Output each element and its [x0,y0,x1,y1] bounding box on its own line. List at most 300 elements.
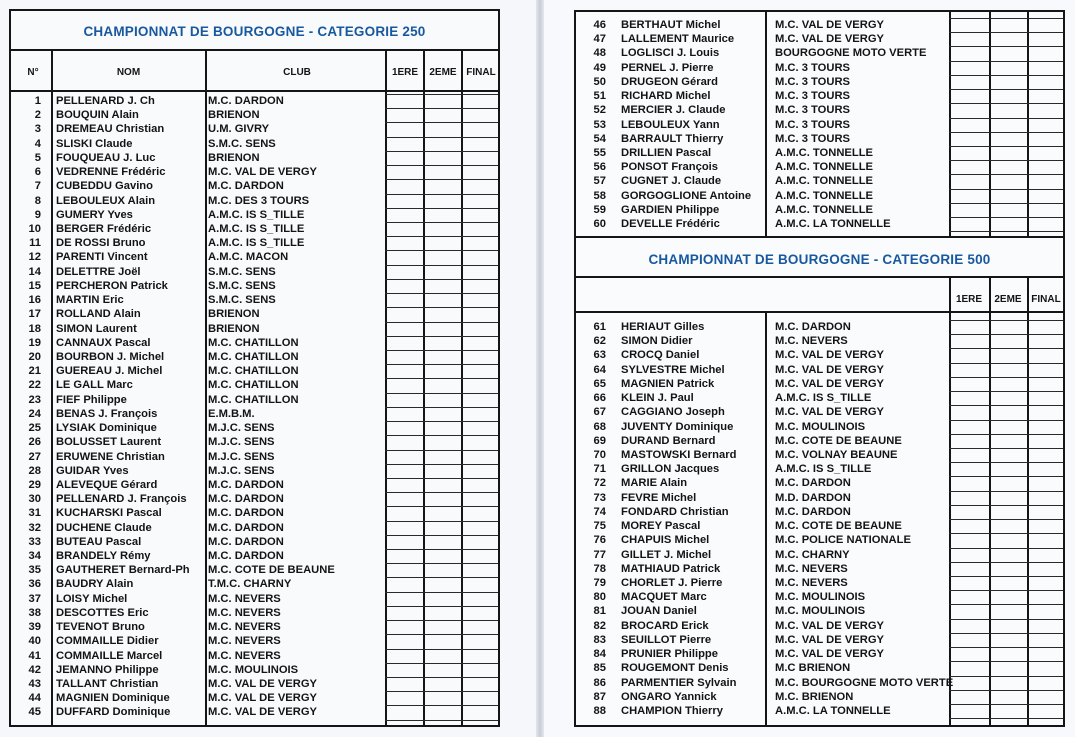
row-club: M.C. DARDON [208,550,284,563]
row-num: 74 [593,505,606,518]
table-row [576,704,946,718]
score-cell-border [949,462,1063,463]
table-row [576,690,946,704]
score-cell-border [385,165,498,166]
score-cell-border [949,89,1063,90]
score-cell-border [949,704,1063,705]
row-name: PRUNIER Philippe [621,648,718,661]
table-row [11,691,381,705]
row-club: E.M.B.M. [208,407,255,420]
table-row [11,435,381,449]
row-num: 26 [28,436,41,449]
row-club: M.C. CHATILLON [208,379,299,392]
row-club: M.C. COTE DE BEAUNE [208,564,335,577]
row-name: SYLVESTRE Michel [621,363,725,376]
row-club: S.M.C. SENS [208,294,276,307]
score-cell-border [385,663,498,664]
row-club: M.C. NEVERS [775,562,848,575]
table-row [576,576,946,590]
table-row [576,363,946,377]
score-cell-border [949,519,1063,520]
row-num: 51 [593,90,606,103]
row-name: BOUQUIN Alain [56,109,139,122]
row-name: PELLENARD J. François [56,493,187,506]
col-header-final: FINAL [466,67,496,78]
row-name: DE ROSSI Bruno [56,237,146,250]
row-name: GRILLON Jacques [621,463,720,476]
row-num: 62 [593,335,606,348]
table-row [576,434,946,448]
row-name: LOGLISCI J. Louis [621,47,720,60]
row-name: KLEIN J. Paul [621,392,694,405]
row-club: M.C. DARDON [208,521,284,534]
row-club: S.M.C. SENS [208,279,276,292]
row-num: 25 [28,422,41,435]
score-cell-border [385,378,498,379]
section-divider [576,236,1063,238]
score-cell-border [949,391,1063,392]
row-club: M.C. VAL DE VERGY [775,349,884,362]
row-name: PERCHERON Patrick [56,279,168,292]
score-cell-border [385,506,498,507]
row-name: DRILLIEN Pascal [621,146,712,159]
table-row [576,189,946,203]
row-club: M.C. NEVERS [208,592,281,605]
table-row [11,577,381,591]
row-num: 12 [28,251,41,264]
score-cell-border [949,61,1063,62]
row-num: 37 [28,592,41,605]
row-name: FEVRE Michel [621,491,697,504]
row-num: 27 [28,450,41,463]
score-cell-border [949,604,1063,605]
table-row [576,562,946,576]
row-club: BRIENON [208,151,260,164]
score-cell-border [385,720,498,721]
score-cell-border [385,179,498,180]
row-name: PONSOT François [621,161,718,174]
row-num: 1 [34,95,41,107]
score-cell-border [949,320,1063,321]
row-num: 66 [593,392,606,405]
row-num: 67 [593,406,606,419]
row-club: A.M.C. LA TONNELLE [775,218,891,231]
table-row [11,592,381,606]
table-row [576,633,946,647]
row-club: A.M.C. TONNELLE [775,146,873,159]
score-cell-border [385,705,498,706]
row-name: LEBOULEUX Alain [56,194,156,207]
row-num: 40 [28,635,41,648]
row-club: M.C. CHATILLON [208,365,299,378]
row-club: M.C. 3 TOURS [775,90,851,103]
row-num: 54 [593,132,606,145]
row-club: M.C. VAL DE VERGY [775,377,884,390]
row-club: M.J.C. SENS [208,450,275,463]
row-name: CUGNET J. Claude [621,175,722,188]
row-name: LOISY Michel [56,592,128,605]
row-num: 64 [593,363,606,376]
table-row [576,18,946,32]
row-name: FIEF Philippe [56,393,127,406]
row-club: M.C. NEVERS [775,335,848,348]
row-club: M.C. MOULINOIS [208,663,299,676]
row-club: M.J.C. SENS [208,422,275,435]
row-club: M.C. MOULINOIS [775,591,866,604]
table-row [11,649,381,663]
row-num: 48 [593,47,606,60]
score-cell-border [949,434,1063,435]
table-row [576,476,946,490]
row-name: MAGNIEN Patrick [621,377,715,390]
table-row [11,293,381,307]
table-row [576,118,946,132]
table-row [11,464,381,478]
row-club: M.C. 3 TOURS [775,118,851,131]
row-name: MARTIN Eric [56,294,124,307]
row-num: 57 [593,175,606,188]
table-row [11,137,381,151]
row-name: CUBEDDU Gavino [56,180,153,193]
table-row [576,89,946,103]
table-row [11,307,381,321]
row-num: 42 [28,663,41,676]
table-row [11,236,381,250]
row-club: M.C. DARDON [775,477,851,490]
score-cell-border [949,718,1063,719]
row-club: M.C. COTE DE BEAUNE [775,520,902,533]
table-row [11,634,381,648]
col-header-club: CLUB [283,67,311,78]
col-header-name: NOM [116,67,141,78]
row-name: BROCARD Erick [621,619,709,632]
score-cell-border [949,189,1063,190]
row-name: VEDRENNE Frédéric [56,166,166,179]
row-name: BERGER Frédéric [56,222,152,235]
row-club: M.C. DARDON [208,478,284,491]
row-num: 16 [28,294,41,307]
row-name: DELETTRE Joël [56,265,141,278]
row-num: 47 [593,33,606,46]
score-cell-border [949,676,1063,677]
row-name: COMMAILLE Marcel [56,649,163,662]
table-row [11,393,381,407]
table-row [576,377,946,391]
score-cell-border [385,492,498,493]
score-cell-border [385,577,498,578]
row-club: M.C. DARDON [208,507,284,520]
row-name: BENAS J. François [56,407,158,420]
row-name: DREMEAU Christian [56,123,165,136]
score-cell-border [949,576,1063,577]
row-num: 20 [28,350,41,363]
row-num: 60 [593,218,606,231]
score-cell-border [385,94,498,95]
score-cell-border [949,548,1063,549]
score-cell-border [385,649,498,650]
row-num: 63 [593,349,606,362]
col-divider-second-500 [1027,276,1029,725]
table-row [576,676,954,690]
score-cell-border [949,533,1063,534]
row-name: FOUQUEAU J. Luc [56,151,156,164]
row-num: 28 [28,464,41,477]
row-name: PERNEL J. Pierre [621,61,714,74]
row-name: SLISKI Claude [56,137,133,150]
score-cell-border [949,448,1063,449]
row-name: BAUDRY Alain [56,578,134,591]
score-cell-border [949,231,1063,232]
row-club: M.C. 3 TOURS [775,132,851,145]
row-num: 61 [593,321,606,333]
row-club: M.C. VAL DE VERGY [775,633,884,646]
table-row [11,165,381,179]
row-name: TEVENOT Bruno [56,621,145,634]
table-row [576,61,946,75]
category-250-title: CHAMPIONNAT DE BOURGOGNE - CATEGORIE 250 [83,24,426,39]
row-num: 82 [593,619,606,632]
row-name: GUIDAR Yves [56,464,129,477]
row-club: M.C. NEVERS [208,621,281,634]
score-cell-border [385,435,498,436]
score-cell-border [385,208,498,209]
row-club: M.C BRIENON [775,662,851,675]
table-row [11,222,381,236]
row-num: 59 [593,203,606,216]
score-cell-border [949,363,1063,364]
row-club: M.C. DARDON [208,535,284,548]
col-header-second-500: 2EME [994,294,1022,305]
table-row [11,606,381,620]
row-club: A.M.C. IS S_TILLE [775,392,872,405]
row-name: GORGOGLIONE Antoine [621,189,752,202]
table-row [11,521,381,535]
table-row [11,265,381,279]
row-num: 50 [593,75,606,88]
row-num: 4 [34,137,41,150]
table-row [576,320,946,334]
score-cell-border [385,293,498,294]
score-cell-border [385,350,498,351]
row-name: COMMAILLE Didier [56,635,159,648]
score-cell-border [385,592,498,593]
row-club: M.C. BRIENON [775,690,854,703]
table-row [576,217,946,231]
row-num: 45 [28,706,41,719]
score-cell-border [385,194,498,195]
row-club: M.C. MOULINOIS [775,420,866,433]
row-name: ROUGEMONT Denis [621,662,729,675]
row-club: M.C. DARDON [775,505,851,518]
table-row [576,348,946,362]
row-club: M.C. VAL DE VERGY [208,692,317,705]
row-name: MOREY Pascal [621,520,701,533]
col-divider-club-500 [949,276,951,725]
table-row [576,647,946,661]
row-num: 17 [28,308,41,321]
table-row [576,103,946,117]
row-club: M.C. DARDON [208,493,284,506]
row-num: 87 [593,690,606,703]
row-club: A.M.C. TONNELLE [775,161,873,174]
row-club: M.C. VAL DE VERGY [775,363,884,376]
table-row [11,450,381,464]
row-club: M.C. NEVERS [208,635,281,648]
table-row [576,32,946,46]
col-header-first: 1ERE [391,67,419,78]
score-cell-border [385,250,498,251]
row-num: 52 [593,104,606,117]
row-name: LALLEMENT Maurice [621,33,735,46]
row-num: 18 [28,322,41,335]
row-name: GUMERY Yves [56,208,133,221]
row-name: LE GALL Marc [56,379,133,392]
score-cell-border [949,661,1063,662]
row-club: M.C. DARDON [775,321,851,333]
table-row [11,421,381,435]
table-row [11,151,381,165]
row-name: SIMON Laurent [56,322,137,335]
table-row [11,478,381,492]
table-row [576,590,946,604]
row-name: BOLUSSET Laurent [56,436,162,449]
row-name: GILLET J. Michel [621,548,712,561]
row-num: 5 [34,151,41,164]
row-name: SIMON Didier [621,335,693,348]
score-cell-border [949,118,1063,119]
score-cell-border [385,464,498,465]
row-club: M.C. CHATILLON [208,393,299,406]
row-club: M.J.C. SENS [208,464,275,477]
table-row [11,492,381,506]
table-row [576,405,946,419]
row-club: M.J.C. SENS [208,436,275,449]
row-num: 10 [28,222,41,235]
col-header-second: 2EME [429,67,457,78]
row-name: ONGARO Yannick [621,690,717,703]
table-row [11,378,381,392]
row-name: BUTEAU Pascal [56,535,142,548]
score-cell-border [385,364,498,365]
row-club: A.M.C. TONNELLE [775,203,873,216]
row-club: BRIENON [208,308,260,321]
table-row [11,194,381,208]
row-club: M.C. 3 TOURS [775,61,851,74]
row-num: 83 [593,633,606,646]
row-num: 72 [593,477,606,490]
table-row [576,46,946,60]
row-name: FONDARD Christian [621,505,729,518]
score-cell-border [949,18,1063,19]
row-num: 55 [593,146,606,159]
row-num: 65 [593,377,606,390]
score-cell-border [385,478,498,479]
score-cell-border [385,222,498,223]
row-club: M.C. VAL DE VERGY [775,406,884,419]
row-num: 78 [593,562,606,575]
row-name: DESCOTTES Eric [56,606,149,619]
row-num: 38 [28,606,41,619]
row-club: A.M.C. IS S_TILLE [208,208,305,221]
table-row [576,604,946,618]
table-row [576,203,946,217]
score-cell-border [949,405,1063,406]
row-num: 24 [28,407,41,420]
row-club: M.C. DARDON [208,95,284,107]
table-row [576,420,946,434]
score-cell-border [385,691,498,692]
row-num: 85 [593,662,606,675]
row-num: 11 [29,237,41,250]
row-name: ROLLAND Alain [56,308,141,321]
score-cell-border [385,606,498,607]
row-club: A.M.C. IS S_TILLE [208,222,305,235]
table-row [576,548,946,562]
row-club: A.M.C. TONNELLE [775,175,873,188]
table-row [576,160,946,174]
row-club: M.C. VAL DE VERGY [775,33,884,46]
row-club: M.C. NEVERS [775,576,848,589]
row-num: 19 [28,336,41,349]
table-row [576,132,946,146]
row-club: U.M. GIVRY [208,123,270,136]
table-row [576,334,946,348]
row-name: CROCQ Daniel [621,349,700,362]
table-row [576,661,946,675]
table-row [11,94,381,108]
score-cell-border [385,137,498,138]
row-name: HERIAUT Gilles [621,321,705,333]
row-name: DURAND Bernard [621,434,716,447]
row-num: 86 [593,676,606,689]
row-name: CANNAUX Pascal [56,336,151,349]
score-cell-border [949,377,1063,378]
row-club: M.C. NEVERS [208,606,281,619]
row-name: GAUTHERET Bernard-Ph [56,564,190,577]
row-club: M.D. DARDON [775,491,851,504]
row-num: 23 [28,393,41,406]
row-club: BRIENON [208,322,260,335]
row-name: BOURBON J. Michel [56,350,165,363]
row-num: 15 [28,279,41,292]
row-name: RICHARD Michel [621,90,711,103]
row-name: MASTOWSKI Bernard [621,448,737,461]
row-name: MATHIAUD Patrick [621,562,721,575]
row-club: M.C. VAL DE VERGY [208,678,317,691]
score-cell-border [385,265,498,266]
row-club: A.M.C. MACON [208,251,289,264]
score-cell-border [949,160,1063,161]
table-row [11,663,381,677]
score-cell-border [385,322,498,323]
row-num: 30 [28,493,41,506]
score-cell-border [949,32,1063,33]
score-cell-border [385,336,498,337]
row-club: A.M.C. IS S_TILLE [775,463,872,476]
table-row [11,506,381,520]
row-num: 22 [28,379,41,392]
row-num: 31 [28,507,41,520]
row-club: M.C. 3 TOURS [775,104,851,117]
table-row [576,505,946,519]
row-num: 6 [34,166,41,179]
row-name: JUVENTY Dominique [621,420,734,433]
table-row [11,620,381,634]
table-row [11,179,381,193]
row-club: A.M.C. IS S_TILLE [208,237,305,250]
row-club: M.C. VAL DE VERGY [775,648,884,661]
row-name: DRUGEON Gérard [621,75,718,88]
